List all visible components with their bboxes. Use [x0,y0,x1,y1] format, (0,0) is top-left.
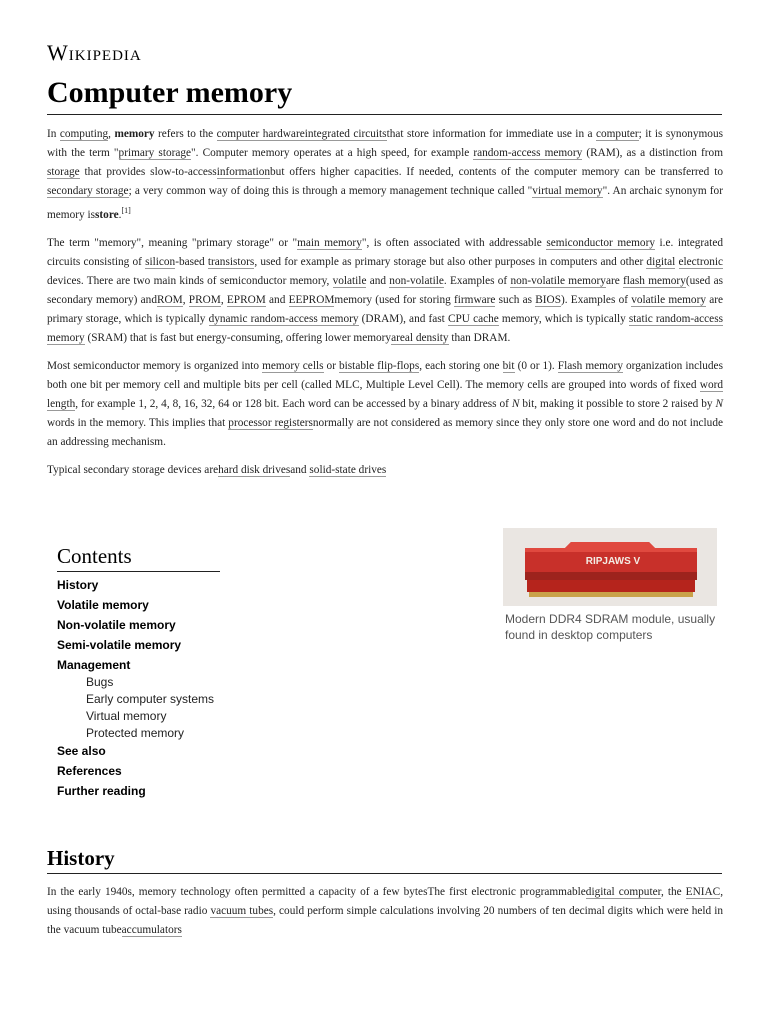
link-firmware[interactable]: firmware [454,293,496,306]
ddr4-module-image[interactable] [503,528,717,606]
link-eniac[interactable]: ENIAC [685,886,721,898]
link-virtual-memory[interactable]: virtual memory [532,185,603,197]
paragraph-organization: Most semiconductor memory is organized into memory cells or bistable flip-flops, each storing one bit (0 or 1). Flash memory organization includes both one bit per memory cell and multiple bits per cell (called MLC, Multiple Level Cell). The memory cells are grouped into words of fixed word length, for example 1, 2, 4, 8, 16, 32, 64 or 128 bit. Each word can be accessed by a binary address of N bit, making it possible to store 2 raised by N words in the memory. This implies that processor registersnormally are not considered as memory since they only store one word and do not include an addressing mechanism. [47,359,723,448]
link-prom[interactable]: PROM [188,293,221,306]
paragraph-memory-terms: The term "memory", meaning "primary storage" or "main memory", is often associated with addressable semiconductor memory i.e. integrated circuits consisting of silicon-based transistors, used for example as primary storage but also other purposes in computers and other digital electronic devices. There are two main kinds of semiconductor memory, volatile and non-volatile. Examples of non-volatile memoryare flash memory(used as secondary memory) andROM, PROM, EPROM and EEPROMmemory (used for storing firmware such as BIOS). Examples of volatile memory are primary storage, which is typically dynamic random-access memory (DRAM), and fast CPU cache memory, which is typically static random-access memory (SRAM) that is fast but energy-consuming, offering lower memoryareal density than DRAM. [47,236,724,344]
toc-item-history[interactable]: History [57,578,99,592]
history-section-body [47,883,723,940]
toc-item-management[interactable]: Management [57,658,131,672]
toc-list [57,578,220,798]
section-heading-history: History [47,846,722,874]
link-main-memory[interactable]: main memory [297,236,362,249]
link-rom[interactable]: ROM [156,293,183,306]
page-title: Computer memory [47,76,722,115]
italic-n: N [511,397,520,410]
toc-subitem-virtual-memory[interactable]: Virtual memory [86,709,167,723]
link-integrated-circuits[interactable]: integrated circuits [304,128,387,140]
link-information[interactable]: information [216,166,271,178]
bold-term-store: store [95,208,119,221]
link-memory-cells[interactable]: memory cells [262,359,324,372]
link-bit[interactable]: bit [502,359,515,372]
link-computer[interactable]: computer [595,128,639,140]
link-volatile[interactable]: volatile [332,274,367,287]
toc-item-semi-volatile-memory[interactable]: Semi-volatile memory [57,638,182,652]
intro-paragraph: In computing, memory refers to the computer hardwareintegrated circuitsthat store information for immediate use in a computer; it is synonymous with the term "primary storage". Computer memory operates at a high speed, for example random-access memory (RAM), as a distinction from storage that provides slow-to-accessinformationbut offers higher capacities. If needed, contents of the computer memory can be transferred to secondary storage; a very common way of doing this is through a memory management technique called "virtual memory". An archaic synonym for memory isstore.[1] [47,128,723,221]
link-cpu-cache[interactable]: CPU cache [447,312,499,325]
bold-term-memory: memory [114,128,155,140]
link-areal-density[interactable]: areal density [391,331,449,344]
link-processor-registers[interactable]: processor registers [228,416,313,429]
toc-item-further-reading[interactable]: Further reading [57,784,146,798]
link-random-access-memory[interactable]: random-access memory [473,147,583,159]
module-pcb [527,578,695,592]
link-bios[interactable]: BIOS [535,293,561,306]
link-non-volatile-memory[interactable]: non-volatile memory [510,274,606,287]
link-volatile-memory[interactable]: volatile memory [631,293,706,306]
toc-subitem-early-computer-systems[interactable]: Early computer systems [86,692,215,706]
logo-text: Wikipedia [47,40,142,65]
table-of-contents [57,544,220,804]
figure-caption: Modern DDR4 SDRAM module, usually found in desktop computers [505,612,716,642]
link-transistors[interactable]: transistors [207,255,255,268]
module-pins [529,592,693,597]
toc-subitem-bugs[interactable]: Bugs [86,675,114,689]
toc-item-volatile-memory[interactable]: Volatile memory [57,598,149,612]
italic-n-2: N [715,397,723,410]
link-primary-storage[interactable]: primary storage [118,147,192,159]
link-secondary-storage[interactable]: secondary storage [47,185,129,197]
toc-item-see-also[interactable]: See also [57,744,106,758]
link-word-length[interactable]: word length [47,378,723,410]
link-eprom[interactable]: EPROM [226,293,266,306]
link-digital[interactable]: digital [646,255,676,268]
link-computer-hardware[interactable]: computer hardware [216,128,305,140]
toc-subitem-protected-memory[interactable]: Protected memory [86,726,185,740]
link-computing[interactable]: computing [59,128,109,140]
toc-item-references[interactable]: References [57,764,122,778]
link-dram[interactable]: dynamic random-access memory [208,312,359,325]
link-flash-memory[interactable]: flash memory [622,274,686,287]
toc-item-non-volatile-memory[interactable]: Non-volatile memory [57,618,176,632]
link-semiconductor-memory[interactable]: semiconductor memory [546,236,655,249]
toc-heading: Contents [57,544,220,572]
ram-module-illustration [503,528,717,606]
link-flip-flops[interactable]: bistable flip-flops [339,359,420,372]
reference-1[interactable]: [1] [121,206,131,215]
link-sram[interactable]: static random-access memory [47,312,723,344]
link-non-volatile[interactable]: non-volatile [389,274,444,287]
paragraph-secondary-storage: Typical secondary storage devices arehard disk drivesand solid-state drives [47,463,387,476]
link-hard-disk-drives[interactable]: hard disk drives [218,463,291,476]
link-accumulators[interactable]: accumulators [121,924,182,936]
link-flash-memory-2[interactable]: Flash memory [557,359,623,372]
article-body [47,125,723,489]
history-paragraph: In the early 1940s, memory technology often permitted a capacity of a few bytesThe first electronic programmabledigital computer, the ENIAC, using thousands of octal-base radio vacuum tubes, could perform simple calculations involving 20 numbers of ten decimal digits which were held in the vacuum tubeaccumulators [47,886,724,936]
link-vacuum-tubes[interactable]: vacuum tubes [210,905,274,917]
link-storage[interactable]: storage [47,166,80,178]
link-eeprom[interactable]: EEPROM [288,293,335,306]
figure-ddr4-module [503,528,717,643]
link-digital-computer[interactable]: digital computer [585,886,661,898]
wikipedia-wordmark[interactable] [47,40,142,66]
link-solid-state-drives[interactable]: solid-state drives [309,463,387,476]
link-silicon[interactable]: silicon [145,255,176,268]
link-electronic[interactable]: electronic [678,255,724,268]
module-label: RIPJAWS V [585,556,641,567]
